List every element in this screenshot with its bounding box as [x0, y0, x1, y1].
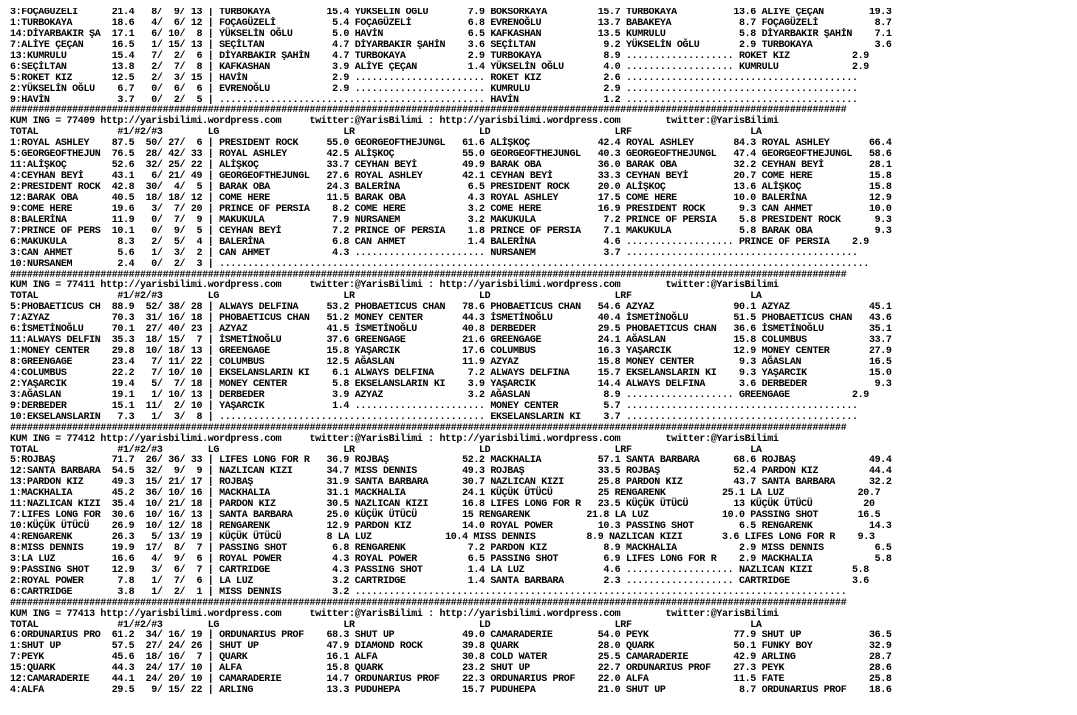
horse-stat-line: 8:MISS DENNIS 19.9 17/ 8/ 7 | PASSING SHOT 6.8 RENGARENK 7.2 PARDON KIZ 8.9 MACKHALIA 2.9 MISS DENNIS 6.5 [10, 542, 892, 554]
horse-stat-line: 9:DERBEDER 15.1 11/ 2/ 10 | YAŞARCIK 1.4 ....................... MONEY CENTER 5.7 ......................................... [10, 400, 858, 412]
horse-stat-line: 6:İSMETİNOĞLU 70.1 27/ 40/ 23 | AZYAZ 41.5 İSMETİNOĞLU 40.8 DERBEDER 29.5 PHOBAETICUS CHAN 36.6 İSMETİNOĞLU 35.1 [10, 324, 892, 336]
horse-stat-line: 7:AZYAZ 70.3 31/ 16/ 18 | PHOBAETICUS CHAN 51.2 MONEY CENTER 44.3 İSMETİNOĞLU 40.4 İSMETİNOĞLU 51.5 PHOBAETICUS CHAN 43.6 [10, 313, 892, 325]
column-header-line: TOTAL #1/#2/#3 LG LR LD LRF LA [10, 619, 762, 631]
column-header-line: TOTAL #1/#2/#3 LG LR LD LRF LA [10, 444, 762, 456]
horse-stat-line: 6:ORDUNARIUS PRO 61.2 34/ 16/ 19 | ORDUNARIUS PROF 68.3 SHUT UP 49.0 CAMARADERIE 54.0 PEYK 77.9 SHUT UP 36.5 [10, 630, 892, 642]
horse-stat-line: 2:YÜKSELİN OĞLU 6.7 0/ 6/ 6 | EVRENOĞLU 2.9 ....................... KUMRULU 2.9 ......................................... [10, 83, 858, 95]
race-header-line: KUM ING = 77413 http://yarisbilimi.wordpress.com twitter:@YarisBilimi : http://yarisbilimi.wordpress.com twitter:@YarisBilimi [10, 608, 779, 620]
horse-stat-line: 7:PRINCE OF PERS 10.1 0/ 9/ 5 | CEYHAN BEYİ 7.2 PRINCE OF PERSIA 1.8 PRINCE OF PERSIA 7.1 MAKUKULA 5.8 BARAK OBA 9.3 [10, 225, 892, 237]
horse-stat-line: 9:COME HERE 19.6 3/ 7/ 20 | PRINCE OF PERSIA 8.2 COME HERE 3.2 COME HERE 16.9 PRESIDENT ROCK 9.3 CAN AHMET 10.0 [10, 203, 892, 215]
horse-stat-line: 2:ROYAL POWER 7.8 1/ 7/ 6 | LA LUZ 3.2 CARTRIDGE 1.4 SANTA BARBARA 2.3 ................... CARTRIDGE 3.6 [10, 575, 869, 587]
horse-stat-line: 15:QUARK 44.3 24/ 17/ 10 | ALFA 15.8 QUARK 23.2 SHUT UP 22.7 ORDUNARIUS PROF 27.3 PEYK 28.6 [10, 663, 892, 675]
horse-stat-line: 13:PARDON KIZ 49.3 15/ 21/ 17 | ROJBAŞ 31.9 SANTA BARBARA 30.7 NAZLICAN KIZI 25.8 PARDON KIZ 43.7 SANTA BARBARA 32.2 [10, 477, 892, 489]
horse-stat-line: 7:ALİYE ÇEÇAN 16.5 1/ 15/ 13 | SEÇİLTAN 4.7 DİYARBAKIR ŞAHİN 3.6 SEÇİLTAN 9.2 YÜKSELİN OĞLU 2.9 TURBOKAYA 3.6 [10, 39, 892, 51]
horse-stat-line: 8:GREENGAGE 23.4 7/ 11/ 22 | COLUMBUS 12.5 AĞASLAN 11.9 AZYAZ 15.8 MONEY CENTER 9.3 AĞASLAN 16.5 [10, 357, 892, 368]
horse-stat-line: 2:YAŞARCIK 19.4 5/ 7/ 18 | MONEY CENTER 5.8 EKSELANSLARIN KI 3.9 YAŞARCIK 14.4 ALWAYS DELFINA 3.6 DERBEDER 9.3 [10, 378, 892, 390]
horse-stat-line: 3:FOÇAGÜZELİ 21.4 8/ 9/ 13 | TURBOKAYA 15.4 YÜKSELİN OĞLU 7.9 BOKSÖRKAYA 15.7 TURBOKAYA 13.6 ALİYE ÇEÇAN 19.3 [10, 8, 892, 18]
race-header-line: KUM ING = 77412 http://yarisbilimi.wordpress.com twitter:@YarisBilimi : http://yarisbilimi.wordpress.com twitter:@YarisBilimi [10, 433, 779, 445]
horse-stat-line: 5:ROJBAŞ 71.7 26/ 36/ 33 | LIFES LONG FOR R 36.9 ROJBAŞ 52.2 MACKHALIA 57.1 SANTA BARBARA 68.6 ROJBAŞ 49.4 [10, 455, 892, 467]
horse-stat-line: 7:PEYK 45.6 18/ 16/ 7 | QUARK 16.1 ALFA 30.8 COLD WATER 25.5 CAMARADERIE 42.9 ARLING 28.7 [10, 652, 892, 664]
horse-stat-line: 12:CAMARADERIE 44.1 24/ 20/ 10 | CAMARADERIE 14.7 ORDUNARIUS PROF 22.3 ORDUNARIUS PROF 22.0 ALFA 11.5 FATE 25.8 [10, 674, 892, 686]
horse-stat-line: 12:BARAK OBA 40.5 18/ 18/ 12 | COME HERE 11.5 BARAK OBA 4.3 ROYAL ASHLEY 17.5 COME HERE 10.0 BALERİNA 12.9 [10, 192, 892, 204]
horse-stat-line: 10:NURSANEM 2.4 0/ 2/ 3 | ................................................................................................................... [10, 258, 869, 270]
horse-stat-line: 9:HAVİN 3.7 0/ 2/ 5 | ............................................... HAVİN 1.2 ......................................... [10, 94, 858, 106]
horse-stat-line: 3:AĞASLAN 19.1 1/ 10/ 13 | DERBEDER 3.9 AZYAZ 3.2 AĞASLAN 8.9 ................... GREENGAGE 2.9 [10, 389, 869, 401]
horse-stat-line: 7:LIFES LONG FOR 30.6 10/ 16/ 13 | SANTA BARBARA 25.0 KÜÇÜK ÜTÜCÜ 15 RENGARENK 21.8 LA LUZ 10.0 PASSING SHOT 16.5 [10, 510, 881, 522]
horse-stat-line: 8:BALERİNA 11.9 0/ 7/ 9 | MAKUKULA 7.9 NURSANEM 3.2 MAKUKULA 7.2 PRINCE OF PERSIA 5.8 PRESIDENT ROCK 9.3 [10, 214, 892, 226]
horse-stat-line: 1:SHUT UP 57.5 27/ 24/ 26 | SHUT UP 47.9 DIAMOND ROCK 39.8 QUARK 28.0 QUARK 50.1 FUNKY BOY 32.9 [10, 641, 892, 653]
column-header-line: TOTAL #1/#2/#3 LG LR LD LRF LA [10, 291, 762, 303]
horse-stat-line: 1:MACKHALIA 45.2 36/ 10/ 16 | MACKHALIA 31.1 MACKHALIA 24.1 KÜÇÜK ÜTÜCÜ 25 RENGARENK 25.1 LA LUZ 20.7 [10, 488, 881, 500]
horse-stat-line: 10:EKSELANSLARIN 7.3 1/ 3/ 8 | ............................................... EKSELANSLARIN KI 3.7 ......................................... [10, 411, 858, 423]
horse-stat-line: 5:PHOBAETICUS CH 88.9 52/ 38/ 28 | ALWAYS DELFINA 53.2 PHOBAETICUS CHAN 78.6 PHOBAETICUS CHAN 54.6 AZYAZ 90.1 AZYAZ 45.1 [10, 302, 892, 314]
column-header-line: TOTAL #1/#2/#3 LG LR LD LRF LA [10, 127, 762, 139]
horse-stat-line: 4:ALFA 29.5 9/ 15/ 22 | ARLING 13.3 PUDUHEPA 15.7 PUDUHEPA 21.0 SHUT UP 8.7 ORDUNARIUS PROF 18.6 [10, 685, 892, 697]
horse-stat-line: 1:MONEY CENTER 29.8 10/ 18/ 13 | GREENGAGE 15.8 YAŞARCIK 17.6 COLUMBUS 16.3 YAŞARCIK 12.9 MONEY CENTER 27.9 [10, 346, 892, 358]
horse-stat-line: 11:NAZLICAN KIZI 35.4 10/ 21/ 18 | PARDON KIZ 30.5 NAZLICAN KIZI 16.8 LIFES LONG FOR R 23.5 KÜÇÜK ÜTÜCÜ 13 KÜÇÜK ÜTÜCÜ 20 [10, 499, 875, 511]
horse-stat-line: 14:DİYARBAKIR ŞA 17.1 6/ 10/ 8 | YÜKSELİN OĞLU 5.0 HAVİN 6.5 KAFKASHAN 13.5 KUMRULU 5.8 DİYARBAKIR ŞAHİN 7.1 [10, 28, 892, 40]
horse-stat-line: 3:CAN AHMET 5.6 1/ 3/ 2 | CAN AHMET 4.3 ....................... NURSANEM 3.7 ......................................... [10, 247, 858, 259]
horse-stat-line: 4:CEYHAN BEYİ 43.1 6/ 21/ 49 | GEORGEOFTHEJUNGL 27.6 ROYAL ASHLEY 42.1 CEYHAN BEYİ 33.3 CEYHAN BEYİ 20.7 COME HERE 15.8 [10, 171, 892, 183]
horse-stat-line: 12:SANTA BARBARA 54.5 32/ 9/ 9 | NAZLICAN KIZI 34.7 MISS DENNIS 49.3 ROJBAŞ 33.5 ROJBAŞ 52.4 PARDON KIZ 44.4 [10, 466, 892, 478]
separator-line: #################################################################################################################################################### [10, 597, 847, 609]
separator-line: #################################################################################################################################################### [10, 105, 847, 117]
race-statistics-document [10, 8, 1074, 712]
horse-stat-line: 11:ALİŞKOÇ 52.6 32/ 25/ 22 | ALİŞKOÇ 33.7 CEYHAN BEYİ 49.9 BARAK OBA 36.0 BARAK OBA 32.2 CEYHAN BEYİ 28.1 [10, 160, 892, 172]
horse-stat-line: 6:SEÇİLTAN 13.8 2/ 7/ 8 | KAFKASHAN 3.9 ALİYE ÇEÇAN 1.4 YÜKSELİN OĞLU 4.0 ................... KUMRULU 2.9 [10, 61, 869, 73]
horse-stat-line: 9:PASSING SHOT 12.9 3/ 6/ 7 | CARTRIDGE 4.3 PASSING SHOT 1.4 LA LUZ 4.6 ................... NAZLICAN KIZI 5.8 [10, 564, 869, 576]
horse-stat-line: 2:PRESIDENT ROCK 42.8 30/ 4/ 5 | BARAK OBA 24.3 BALERİNA 6.5 PRESIDENT ROCK 20.0 ALİŞKOÇ 13.6 ALİŞKOÇ 15.8 [10, 182, 892, 193]
horse-stat-line: 13:KUMRULU 15.4 7/ 2/ 6 | DİYARBAKIR ŞAHİN 4.7 TURBOKAYA 2.9 TURBOKAYA 8.9 ................... ROKET KIZ 2.9 [10, 50, 869, 62]
horse-stat-line: 3:LA LUZ 16.6 4/ 9/ 6 | ROYAL POWER 4.3 ROYAL POWER 6.5 PASSING SHOT 6.9 LIFES LONG FOR R 2.9 MACKHALIA 5.8 [10, 553, 892, 565]
separator-line: #################################################################################################################################################### [10, 422, 847, 434]
horse-stat-line: 6:MAKUKULA 8.3 2/ 5/ 4 | BALERİNA 6.8 CAN AHMET 1.4 BALERİNA 4.6 ................... PRINCE OF PERSIA 2.9 [10, 236, 869, 248]
horse-stat-line: 4:RENGARENK 26.3 5/ 13/ 19 | KÜÇÜK ÜTÜCÜ 8 LA LUZ 10.4 MISS DENNIS 8.9 NAZLICAN KIZI 3.6 LIFES LONG FOR R 9.3 [10, 532, 875, 543]
horse-stat-line: 4:COLUMBUS 22.2 7/ 10/ 10 | EKSELANSLARIN KI 6.1 ALWAYS DELFINA 7.2 ALWAYS DELFINA 15.7 EKSELANSLARIN KI 9.3 YAŞARCIK 15.0 [10, 367, 892, 379]
race-header-line: KUM ING = 77409 http://yarisbilimi.wordpress.com twitter:@YarisBilimi : http://yarisbilimi.wordpress.com twitter:@YarisBilimi [10, 116, 779, 128]
separator-line: #################################################################################################################################################### [10, 269, 847, 281]
horse-stat-line: 10:KÜÇÜK ÜTÜCÜ 26.9 10/ 12/ 18 | RENGARENK 12.9 PARDON KIZ 14.0 ROYAL POWER 10.3 PASSING SHOT 6.5 RENGARENK 14.3 [10, 521, 892, 533]
horse-stat-line: 6:CARTRIDGE 3.8 1/ 2/ 1 | MISS DENNIS 3.2 ....................................................................................... [10, 586, 847, 598]
horse-stat-line: 1:ROYAL ASHLEY 87.5 50/ 27/ 6 | PRESIDENT ROCK 55.0 GEORGEOFTHEJUNGL 61.6 ALİŞKOÇ 42.4 ROYAL ASHLEY 84.3 ROYAL ASHLEY 66.4 [10, 138, 892, 150]
horse-stat-line: 5:GEORGEOFTHEJUN 76.5 28/ 42/ 33 | ROYAL ASHLEY 42.5 ALİŞKOÇ 55.0 GEORGEOFTHEJUNGL 40.3 GEORGEOFTHEJUNGL 47.4 GEORGEOFTHEJUNGL 58.6 [10, 149, 892, 161]
horse-stat-line: 5:ROKET KIZ 12.5 2/ 3/ 15 | HAVİN 2.9 ....................... ROKET KIZ 2.6 ......................................... [10, 72, 858, 84]
horse-stat-line: 1:TURBOKAYA 18.6 4/ 6/ 12 | FOÇAGÜZELİ 5.4 FOÇAGÜZELİ 6.8 EVRENOĞLU 13.7 BABAKEYA 8.7 FOÇAGÜZELİ 8.7 [10, 17, 892, 29]
horse-stat-line: 11:ALWAYS DELFIN 35.3 18/ 15/ 7 | İSMETİNOĞLU 37.6 GREENGAGE 21.6 GREENGAGE 24.1 AĞASLAN 15.8 COLUMBUS 33.7 [10, 335, 892, 347]
race-header-line: KUM ING = 77411 http://yarisbilimi.wordpress.com twitter:@YarisBilimi : http://yarisbilimi.wordpress.com twitter:@YarisBilimi [10, 280, 779, 292]
